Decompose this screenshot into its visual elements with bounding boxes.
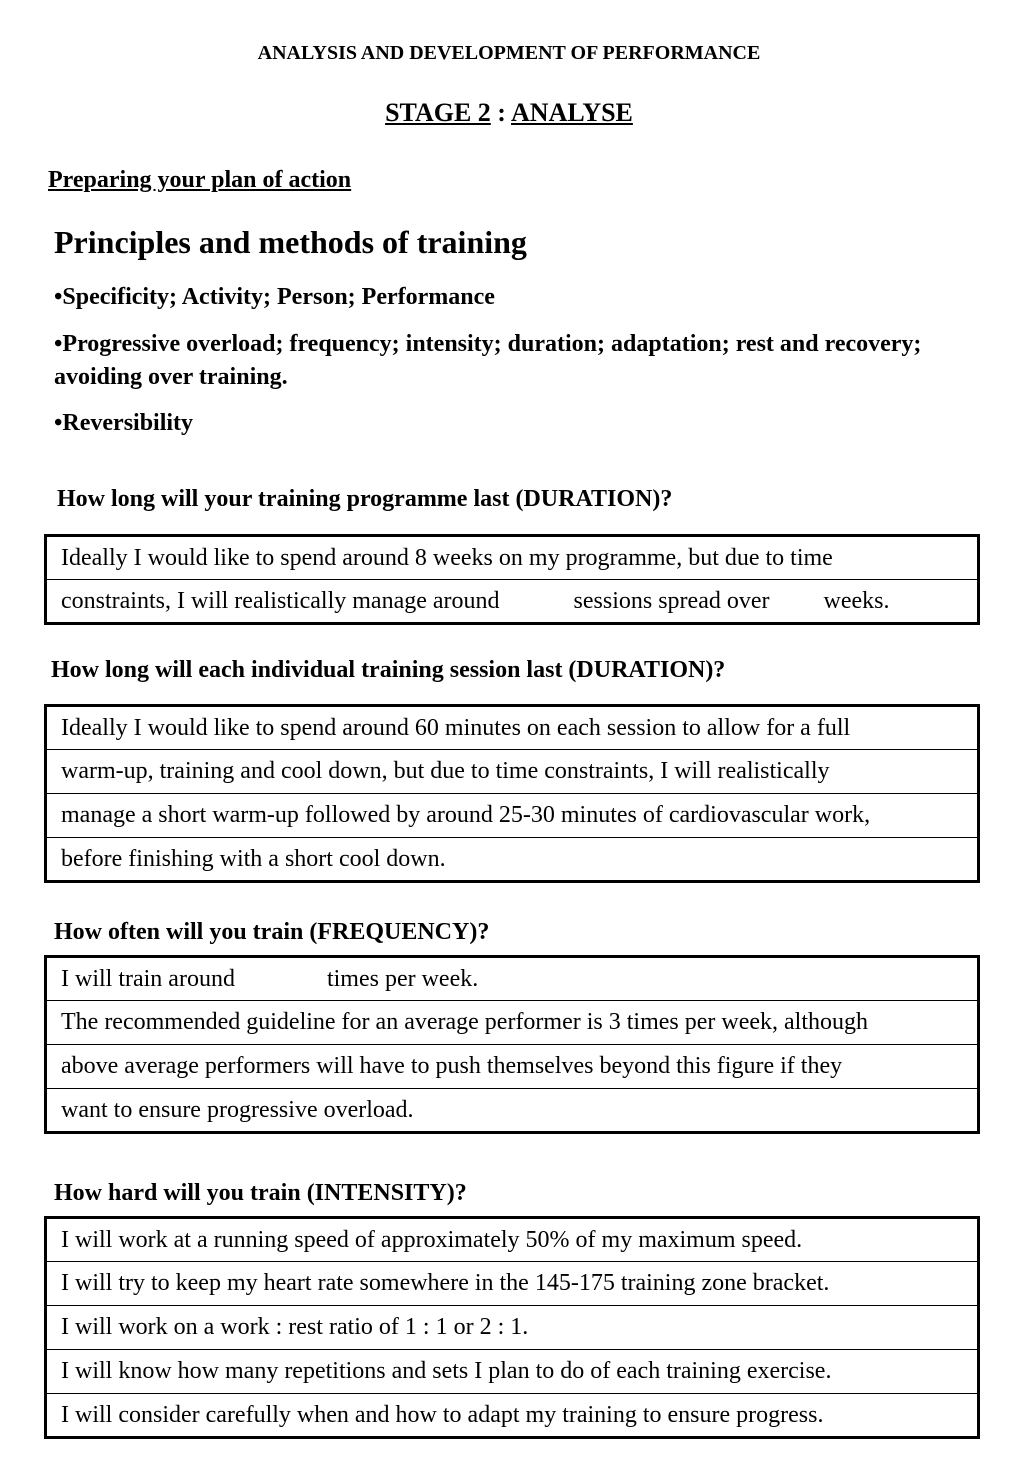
box-line: above average performers will have to push themselves beyond this figure if they [46,1045,979,1089]
frequency-box [44,955,980,1134]
box-line [46,580,979,624]
stage-name: ANALYSE [511,98,633,127]
box-row [46,794,979,838]
box-row [46,706,979,750]
box-row [46,750,979,794]
stage-label: STAGE 2 [385,98,491,127]
box-line: before finishing with a short cool down. [46,838,979,882]
box-row [46,536,979,580]
box-line: I will try to keep my heart rate somewhere in the 145-175 training zone bracket. [46,1262,979,1306]
intensity-box [44,1216,980,1439]
box-line: I will work at a running speed of approximately 50% of my maximum speed. [61,1226,803,1253]
programme-line-part2: sessions spread over [573,587,770,614]
principle-bullet-progressive-overload: •Progressive overload; frequency; intensity; duration; adaptation; rest and recovery; avoiding over training. [54,331,922,390]
box-row [46,1089,979,1133]
session-duration-question: How long will each individual training session last (DURATION)? [51,657,726,683]
box-line [46,957,979,1001]
box-line: want to ensure progressive overload. [46,1089,979,1133]
principles-title: Principles and methods of training [54,224,527,260]
stage-heading [0,98,1018,128]
programme-line-part3: weeks. [823,587,890,614]
box-row [46,1306,979,1350]
session-duration-box [44,704,980,883]
box-line: Ideally I would like to spend around 8 weeks on my programme, but due to time [61,544,833,571]
programme-duration-box [44,534,980,625]
box-line: Ideally I would like to spend around 60 minutes on each session to allow for a full [61,714,851,741]
box-line: I will consider carefully when and how to adapt my training to ensure progress. [46,1394,979,1438]
box-line: I will work on a work : rest ratio of 1 : 1 or 2 : 1. [46,1306,979,1350]
section-heading: Preparing your plan of action [48,167,352,193]
box-line: warm-up, training and cool down, but due to time constraints, I will realistically [46,750,979,794]
box-row [46,1218,979,1262]
box-row [46,957,979,1001]
box-row [46,1045,979,1089]
box-line: manage a short warm-up followed by around 25-30 minutes of cardiovascular work, [46,794,979,838]
principle-bullet-specificity: •Specificity; Activity; Person; Performance [54,284,495,310]
stage-separator: : [490,98,512,127]
document-title: ANALYSIS AND DEVELOPMENT OF PERFORMANCE [257,42,761,64]
box-row [46,1394,979,1438]
box-line: The recommended guideline for an average performer is 3 times per week, although [46,1001,979,1045]
box-row [46,1350,979,1394]
programme-line-part1: constraints, I will realistically manage around [61,587,500,614]
box-row [46,1001,979,1045]
frequency-line-part2: times per week. [326,965,479,992]
box-row [46,838,979,882]
box-row [46,1262,979,1306]
programme-duration-question: How long will your training programme last (DURATION)? [57,486,673,512]
frequency-question: How often will you train (FREQUENCY)? [54,919,490,945]
box-row [46,580,979,624]
intensity-question: How hard will you train (INTENSITY)? [54,1180,467,1206]
frequency-line-part1: I will train around [61,965,235,992]
box-line: I will know how many repetitions and sets I plan to do of each training exercise. [46,1350,979,1394]
principle-bullet-reversibility: •Reversibility [54,410,194,436]
